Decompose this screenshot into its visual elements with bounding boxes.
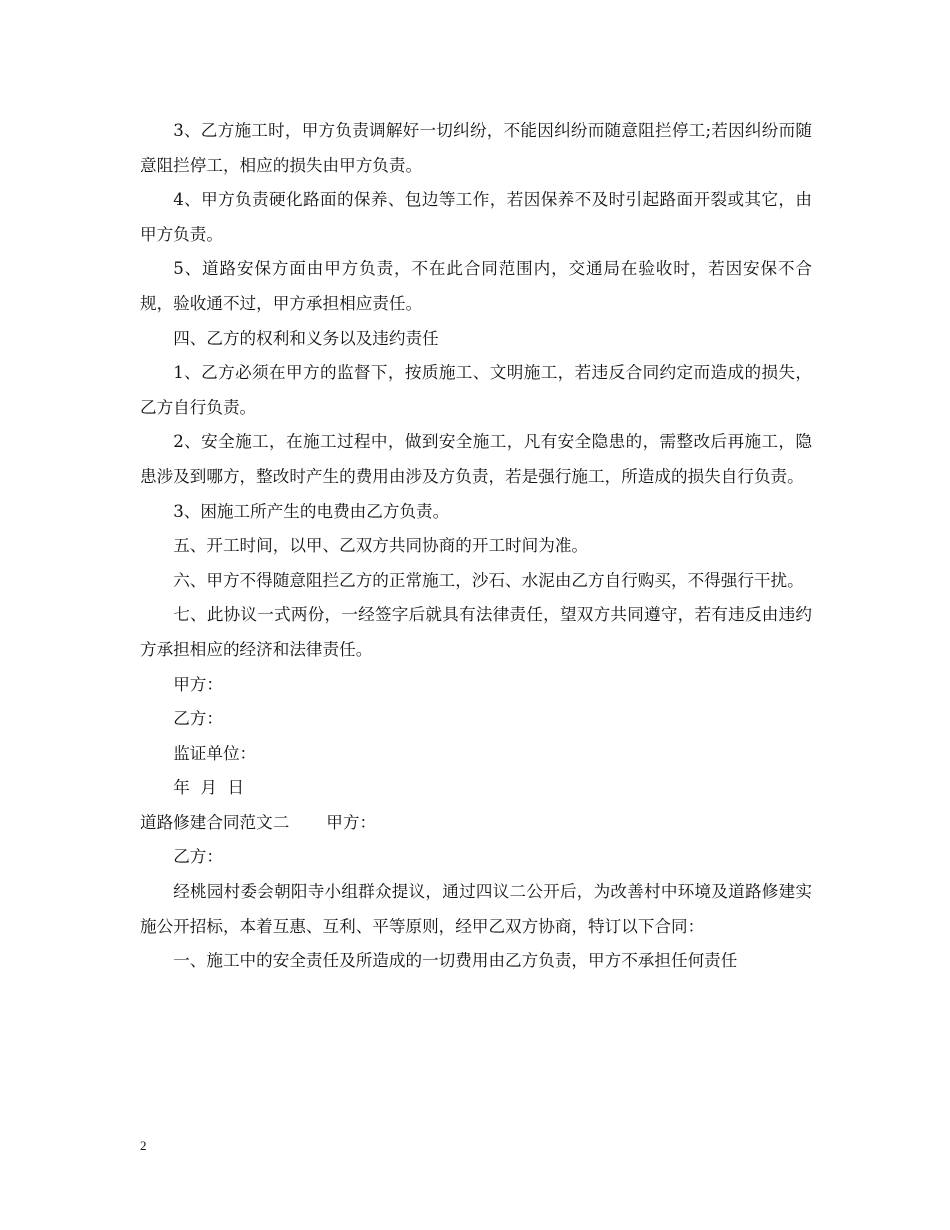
paragraph-1: 3、乙方施工时，甲方负责调解好一切纠纷，不能因纠纷而随意阻拦停工;若因纠纷而随意阻拦停工，相应的损失由甲方负责。 (140, 121, 812, 175)
section-heading-4: 四、乙方的权利和义务以及违约责任 (173, 328, 439, 348)
signature-witness: 监证单位： (173, 743, 257, 763)
section-heading-7: 七、此协议一式两份，一经签字后就具有法律责任，望双方共同遵守，若有违反由违约方承担相应的经济和法律责任。 (140, 605, 812, 659)
section-heading-6: 六、甲方不得随意阻拦乙方的正常施工，沙石、水泥由乙方自行购买，不得强行干扰。 (173, 570, 804, 590)
signature-date: 年 月 日 (173, 778, 245, 798)
document-body (140, 114, 812, 979)
paragraph-3: 5、道路安保方面由甲方负责，不在此合同范围内，交通局在验收时，若因安保不合规，验收通不过，甲方承担相应责任。 (140, 259, 812, 313)
signature-party-b: 乙方： (173, 709, 223, 729)
paragraph-7: 3、困施工所产生的电费由乙方负责。 (173, 501, 450, 521)
page-number: 2 (140, 1138, 147, 1153)
contract-title-two: 道路修建合同范文二 甲方： (140, 812, 377, 832)
signature-party-a: 甲方： (173, 674, 223, 694)
section-heading-5: 五、开工时间，以甲、乙双方共同协商的开工时间为准。 (173, 536, 589, 556)
contract-two-party-b: 乙方： (173, 847, 223, 867)
paragraph-5: 1、乙方必须在甲方的监督下，按质施工、文明施工，若违反合同约定而造成的损失，乙方自行负责。 (140, 363, 812, 417)
contract-two-preamble: 经桃园村委会朝阳寺小组群众提议，通过四议二公开后，为改善村中环境及道路修建实施公开招标，本着互惠、互利、平等原则，经甲乙双方协商，特订以下合同： (140, 882, 812, 936)
contract-two-clause-1: 一、施工中的安全责任及所造成的一切费用由乙方负责，甲方不承担任何责任 (173, 951, 738, 971)
paragraph-6: 2、安全施工，在施工过程中，做到安全施工，凡有安全隐患的，需整改后再施工，隐患涉及到哪方，整改时产生的费用由涉及方负责，若是强行施工，所造成的损失自行负责。 (140, 432, 812, 486)
paragraph-2: 4、甲方负责硬化路面的保养、包边等工作，若因保养不及时引起路面开裂或其它，由甲方负责。 (140, 190, 812, 244)
